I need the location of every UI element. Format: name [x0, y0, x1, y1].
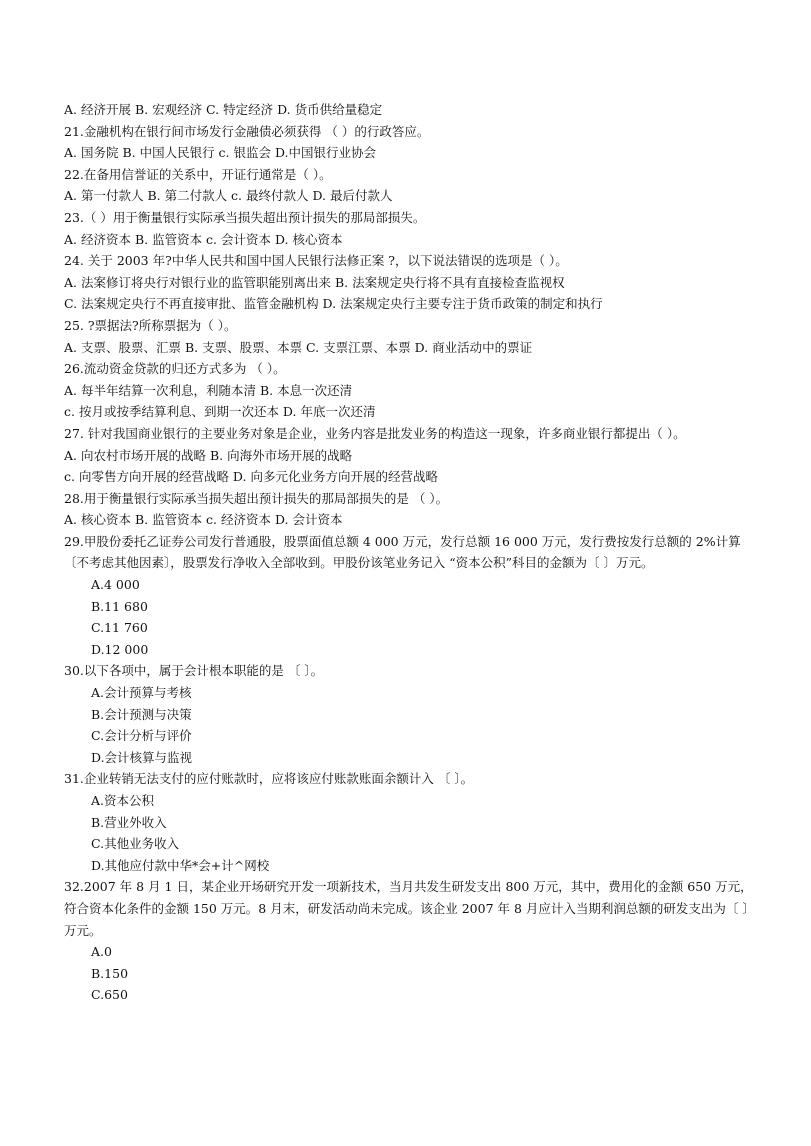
answer-option: C.其他业务收入: [91, 836, 180, 852]
option-line: A. 国务院 B. 中国人民银行 c. 银监会 D.中国银行业协会: [64, 145, 377, 161]
option-line: A. 法案修订将央行对银行业的监管职能别离出来 B. 法案规定央行将不具有直接检查监视权: [64, 274, 565, 290]
question-21: 21.金融机构在银行间市场发行金融债必须获得 （ ）的行政答应。: [64, 123, 430, 139]
answer-option: A.会计预算与考核: [91, 685, 192, 701]
option-line: A. 经济开展 B. 宏观经济 C. 特定经济 D. 货币供给量稳定: [64, 102, 383, 117]
question-32: 32.2007 年 8 月 1 日，某企业开场研究开发一项新技术，当月共发生研发支出 800 万元，其中，费用化的金额 650 万元，符合资本化条件的金额 150 万元。8 月末，研发活动尚未完成。该企业 2007 年 8 月应计入当期利润总额的研发支出为〔 〕万元。: [64, 879, 753, 938]
option-line: A. 第一付款人 B. 第二付款人 c. 最终付款人 D. 最后付款人: [64, 188, 393, 204]
question-28: 28.用于衡量银行实际承当损失超出预计损失的那局部损失的是 （ ）。: [64, 490, 449, 506]
question-23: 23.（ ）用于衡量银行实际承当损失超出预计损失的那局部损失。: [64, 209, 426, 225]
question-24: 24. 关于 2003 年?中华人民共和国中国人民银行法修正案 ?，以下说法错误的选项是（ ）。: [64, 253, 568, 269]
answer-option: D.会计核算与监视: [91, 749, 193, 765]
option-line: A. 核心资本 B. 监管资本 c. 经济资本 D. 会计资本: [64, 512, 343, 528]
option-line: A. 每半年结算一次利息，利随本清 B. 本息一次还清: [64, 382, 353, 398]
answer-option: D.12 000: [91, 641, 149, 657]
question-25: 25. ?票据法?所称票据为（ ）。: [64, 317, 237, 333]
answer-option: A.4 000: [91, 577, 140, 593]
option-line: c. 按月或按季结算利息、到期一次还本 D. 年底一次还清: [64, 404, 376, 420]
option-line: A. 支票、股票、汇票 B. 支票、股票、本票 C. 支票江票、本票 D. 商业活动中的票证: [64, 339, 533, 355]
option-line: A. 向农村市场开展的战略 B. 向海外市场开展的战略: [64, 447, 353, 463]
question-list: [64, 99, 754, 1006]
answer-option: B.150: [91, 965, 129, 981]
question-22: 22.在备用信誉证的关系中，开证行通常是（ ）。: [64, 166, 332, 182]
answer-option: D.其他应付款中华*会+计^网校: [91, 857, 270, 873]
answer-option: B.营业外收入: [91, 814, 167, 830]
answer-option: C.650: [91, 987, 128, 1003]
question-26: 26.流动资金贷款的归还方式多为 （ ）。: [64, 361, 286, 377]
option-line: A. 经济资本 B. 监管资本 c. 会计资本 D. 核心资本: [64, 231, 343, 247]
question-30: 30.以下各项中，属于会计根本职能的是 〔 〕。: [64, 663, 324, 679]
answer-option: B.会计预测与决策: [91, 706, 192, 722]
answer-option: A.0: [91, 944, 112, 960]
answer-option: C.会计分析与评价: [91, 728, 192, 744]
option-line: c. 向零售方向开展的经营战略 D. 向多元化业务方向开展的经营战略: [64, 469, 438, 485]
question-27: 27. 针对我国商业银行的主要业务对象是企业，业务内容是批发业务的构造这一现象，许多商业银行都提出（ ）。: [64, 425, 686, 441]
answer-option: B.11 680: [91, 598, 148, 614]
answer-option: A.资本公积: [91, 793, 155, 808]
answer-option: C.11 760: [91, 620, 148, 636]
question-31: 31.企业转销无法支付的应付账款时，应将该应付账款账面余额计入 〔 〕。: [64, 771, 474, 787]
question-29: 29.甲股份委托乙证券公司发行普通股，股票面值总额 4 000 万元，发行总额 16 000 万元，发行费按发行总额的 2%计算〔不考虑其他因素〕，股票发行净收入全部收到。甲股份该笔业务记入 “资本公积”科目的金额为〔 〕万元。: [64, 533, 741, 571]
option-line: C. 法案规定央行不再直接审批、监管金融机构 D. 法案规定央行主要专注于货币政策的制定和执行: [64, 296, 603, 312]
